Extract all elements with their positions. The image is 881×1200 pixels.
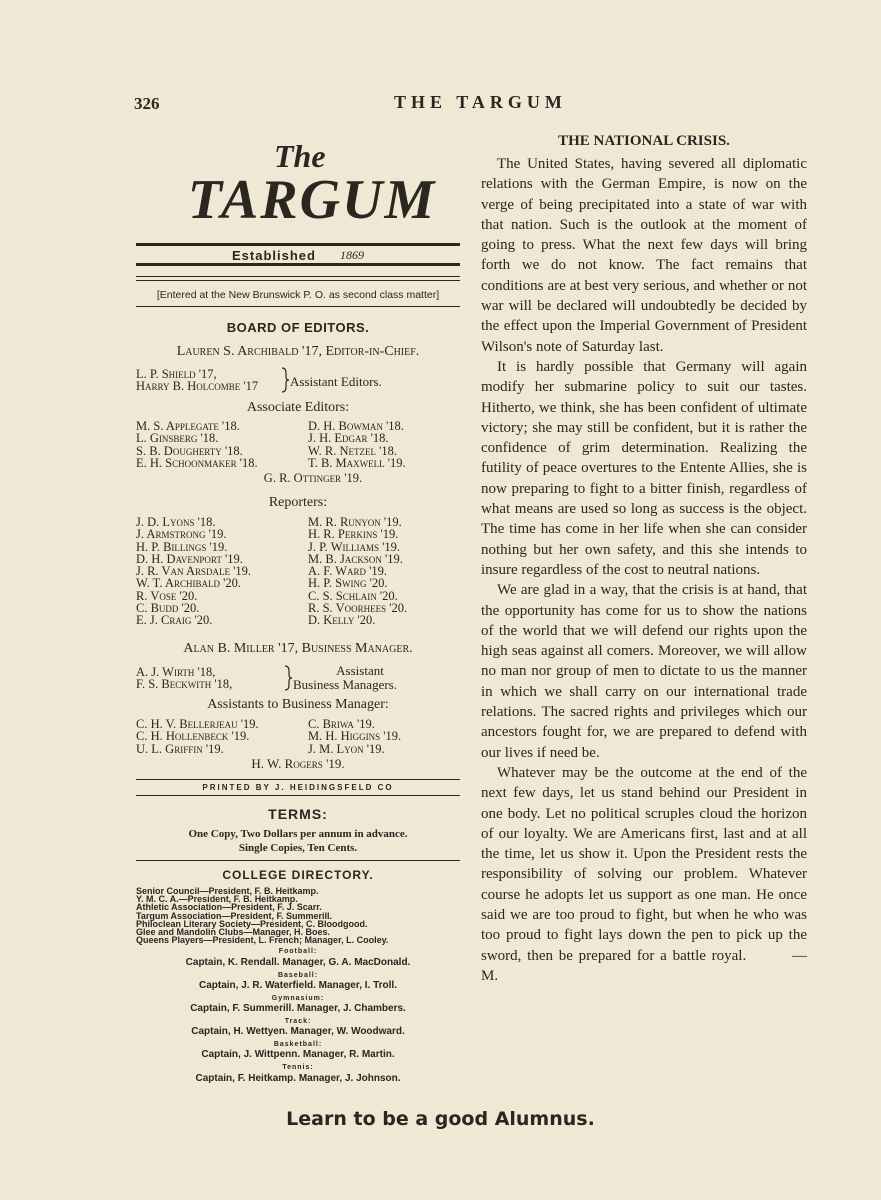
business-manager: Alan B. Miller '17, Business Manager.	[183, 641, 413, 656]
name-entry: C. S. Schlain '20.	[308, 588, 398, 603]
sport-officers: Captain, F. Heitkamp. Manager, J. Johnson.	[195, 1072, 401, 1084]
name-row	[136, 730, 401, 742]
sport-officers: Captain, K. Rendall. Manager, G. A. MacDonald.	[185, 956, 411, 968]
sport-heading: Baseball:	[277, 971, 319, 979]
masthead-the: The	[274, 138, 326, 174]
assistant-bm-role-line: Assistant	[336, 663, 384, 678]
name-entry: M. B. Jackson '19.	[308, 551, 403, 566]
terms-heading: TERMS:	[268, 806, 328, 822]
article-paragraph: The United States, having severed all diplomatic relations with the German Empire, is now on the verge of being precipitated into a state of war with that nation. Such is the outlook at the moment of going to press. What the next few days will bring forth we do not know. The fact remains that conditions are at best very serious, and whether or not war will be declared will undoubtedly be decided by the effect upon the Imperial Government of President Wilson's note of Saturday last.	[481, 156, 807, 355]
name-entry: J. D. Lyons '18.	[136, 515, 216, 529]
name-entry: R. S. Voorhees '20.	[308, 601, 408, 616]
editor-in-chief: Lauren S. Archibald '17, Editor-in-Chief.	[176, 344, 420, 359]
divider	[136, 795, 460, 796]
reporters-heading: Reporters:	[268, 495, 328, 510]
footer-slogan: Learn to be a good Alumnus.	[286, 1108, 595, 1130]
name-row	[136, 432, 406, 444]
directory-row: Targum Association—President, F. Summerill.	[136, 910, 333, 921]
assistant-editor: L. P. Shield '17,	[136, 367, 217, 381]
name-entry: C. Budd '20.	[136, 601, 200, 616]
brace-icon	[283, 665, 293, 691]
name-row	[136, 614, 407, 626]
name-entry: J. P. Williams '19.	[308, 539, 401, 554]
assistant-editors-names	[136, 368, 258, 393]
article-paragraph: Whatever may be the outcome at the end of the next few days, let us stand behind our President in one body. Let no political scruples cloud the horizon of our loyalty. We are Americans first, last and at all the time, let us show it. Upon the President rests the responsibility of solving our problem. Whatever course he adopts let us support as one man. He once said we are too proud to fight, but when he who was too proud to fight lays down the pen to pick up the sword, then be prepared for a battle royal. —M.	[481, 764, 807, 984]
name-row	[136, 743, 401, 755]
established-label: Established	[232, 248, 316, 263]
associate-last: G. R. Ottinger '19.	[263, 471, 363, 485]
directory-row: Y. M. C. A.—President, F. B. Heitkamp.	[136, 894, 298, 905]
name-entry: C. Briwa '19.	[308, 717, 375, 731]
masthead-rule-bottom	[136, 263, 460, 266]
name-entry: E. J. Craig '20.	[136, 613, 213, 628]
assistants-list	[136, 718, 401, 755]
sport-heading: Basketball:	[273, 1041, 323, 1049]
assistants-last: H. W. Rogers '19.	[251, 756, 345, 771]
assistants-heading: Assistants to Business Manager:	[207, 697, 389, 712]
sport-officers: Captain, J. R. Waterfield. Manager, I. Troll.	[198, 979, 397, 991]
reporters-list	[136, 516, 407, 627]
assistant-bm: F. S. Beckwith '18,	[136, 677, 233, 692]
directory-row: Athletic Association—President, F. J. Scarr.	[136, 902, 322, 913]
terms-line: One Copy, Two Dollars per annum in advance.	[188, 828, 408, 840]
name-entry: J. M. Lyon '19.	[308, 741, 385, 756]
college-directory	[136, 887, 460, 1084]
brace-icon	[280, 367, 290, 393]
assistant-editors-role: Assistant Editors.	[290, 374, 382, 389]
divider	[136, 280, 460, 281]
name-entry: J. Armstrong '19.	[136, 527, 227, 542]
name-entry: M. R. Runyon '19.	[308, 515, 402, 529]
name-entry: W. T. Archibald '20.	[136, 576, 241, 591]
page-number: 326	[134, 94, 160, 113]
divider	[136, 276, 460, 277]
name-entry: J. R. Van Arsdale '19.	[136, 564, 251, 579]
running-head: THE TARGUM	[394, 92, 567, 112]
printer-line: PRINTED BY J. HEIDINGSFELD CO	[202, 783, 394, 792]
name-entry: C. H. V. Bellerjeau '19.	[136, 717, 259, 731]
article-title: THE NATIONAL CRISIS.	[558, 133, 730, 149]
directory-row: Queens Players—President, L. French; Manager, L. Cooley.	[136, 935, 389, 946]
associate-heading: Associate Editors:	[246, 400, 350, 415]
directory-row: Senior Council—President, F. B. Heitkamp.	[136, 886, 319, 896]
directory-row: Glee and Mandolin Clubs—Manager, H. Boes.	[136, 927, 331, 938]
sport-heading: Gymnasium:	[271, 994, 325, 1002]
assistant-bm-names	[136, 666, 232, 691]
divider	[136, 860, 460, 861]
assistant-editor: Harry B. Holcombe '17	[136, 379, 259, 394]
assistant-bm-role-line: Business Managers.	[293, 677, 397, 692]
sport-heading: Football:	[278, 948, 318, 956]
name-entry: D. H. Bowman '18.	[308, 419, 404, 433]
name-entry: E. H. Schoonmaker '18.	[136, 455, 258, 470]
associate-editors-list	[136, 420, 406, 469]
name-entry: C. H. Hollenbeck '19.	[136, 729, 250, 744]
name-entry: J. H. Edgar '18.	[308, 431, 389, 446]
masthead-rule-top	[136, 243, 460, 246]
name-entry: H. P. Billings '19.	[136, 539, 228, 554]
sport-heading: Tennis:	[282, 1064, 314, 1072]
article-body	[481, 154, 807, 986]
name-entry: U. L. Griffin '19.	[136, 741, 224, 756]
sport-officers: Captain, H. Wettyen. Manager, W. Woodward.	[191, 1026, 405, 1038]
masthead-title: TARGUM	[187, 169, 437, 231]
name-entry: M. S. Applegate '18.	[136, 419, 240, 433]
name-entry: H. P. Swing '20.	[308, 576, 388, 591]
name-row	[136, 577, 407, 589]
divider	[136, 779, 460, 780]
name-entry: R. Vose '20.	[136, 588, 198, 603]
article-signature: —M.	[481, 947, 807, 984]
name-row	[136, 528, 407, 540]
sport-officers: Captain, F. Summerill. Manager, J. Chambers.	[190, 1003, 406, 1015]
article-paragraph: It is hardly possible that Germany will again modify her submarine policy to suit our tastes. Hitherto, we think, she has been confident of ultimate victory; she may still be confident, but it is rather the confidence of grim determination. Realizing the futility of peace overtures to the Entente Allies, she is now preparing to fight to a bitter finish, regardless of what means are used so long as success is the object. The time has come in her life when she can consider nothing but her own safety, and this she intends to insure regardless of the cost to neutral nations.	[481, 358, 807, 578]
sport-heading: Track:	[284, 1018, 312, 1026]
name-entry: S. B. Dougherty '18.	[136, 443, 243, 458]
name-entry: T. B. Maxwell '19.	[308, 455, 406, 470]
established-year: 1869	[340, 248, 364, 262]
board-heading: BOARD OF EDITORS.	[226, 320, 370, 335]
name-entry: W. R. Netzel '18.	[308, 443, 398, 458]
name-entry: M. H. Higgins '19.	[308, 729, 402, 744]
entered-note: [Entered at the New Brunswick P. O. as second class matter]	[156, 289, 440, 301]
directory-row: Philoclean Literary Society—President, C. Bloodgood.	[136, 918, 368, 929]
name-entry: D. Kelly '20.	[308, 613, 376, 628]
sport-officers: Captain, J. Wittpenn. Manager, R. Martin.	[201, 1049, 395, 1061]
terms-line: Single Copies, Ten Cents.	[238, 842, 358, 854]
name-entry: L. Ginsberg '18.	[136, 431, 219, 446]
article-paragraph: We are glad in a way, that the crisis is at hand, that the opportunity has come for us to show the nations of the world that we will defend our rights upon the high seas against all comers. Moreover, we will allow no man nor group of men to dictate to us the manner in which we shall carry on our international trade relations. The sacred rights and privileges which our ancestors fought for, we are prepared to defend with our lives if need be.	[481, 582, 807, 761]
assistant-bm: A. J. Wirth '18,	[136, 665, 216, 679]
name-entry: A. F. Ward '19.	[308, 564, 388, 579]
directory-heading: COLLEGE DIRECTORY.	[222, 868, 374, 882]
name-entry: H. R. Perkins '19.	[308, 527, 399, 542]
name-row	[136, 457, 406, 469]
divider	[136, 306, 460, 307]
assistant-bm-role	[293, 664, 397, 692]
name-entry: D. H. Davenport '19.	[136, 551, 243, 566]
